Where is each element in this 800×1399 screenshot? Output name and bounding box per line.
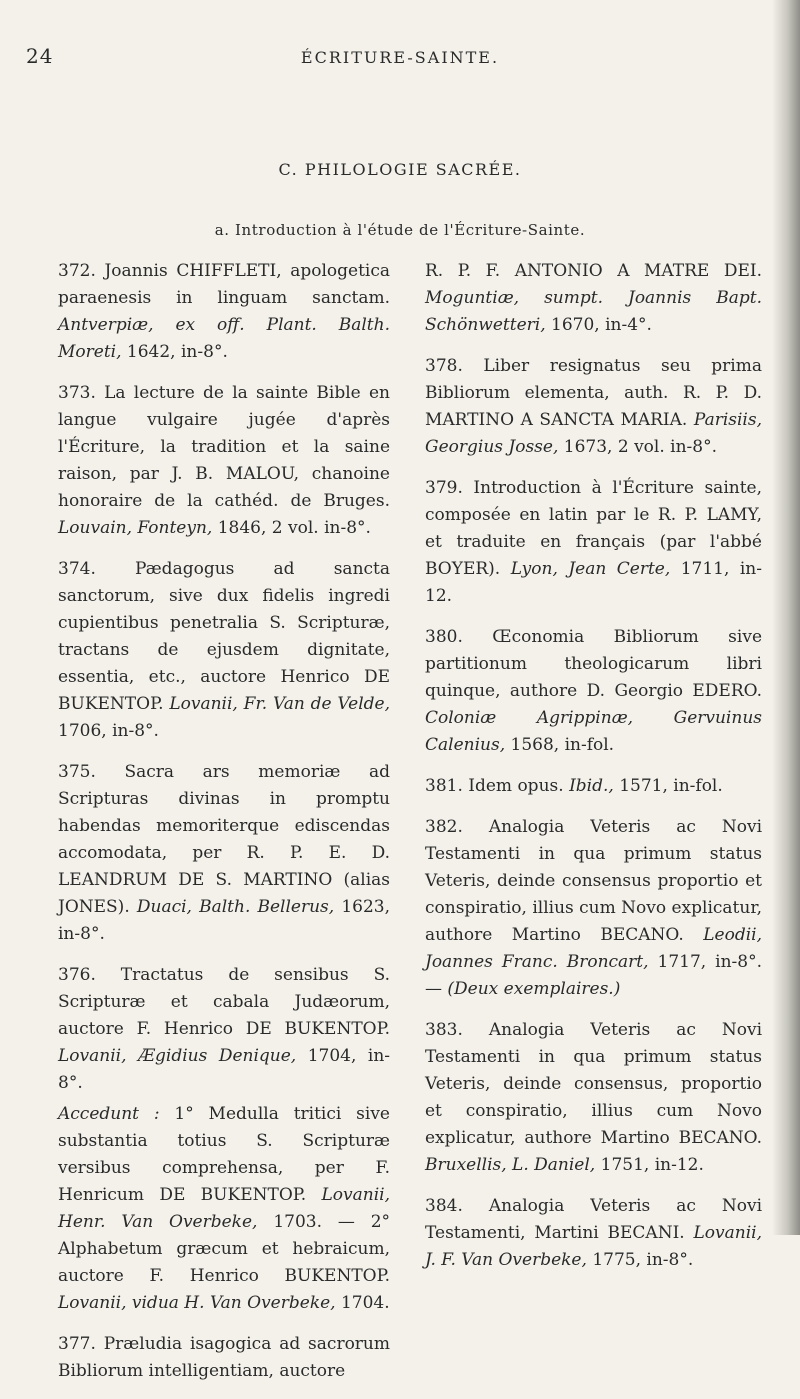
entry-number: 374. [58,559,96,579]
entry-tail: 1670, in-4°. [551,315,652,335]
entry-number: 379. [425,478,463,498]
entry-imprint: Parisiis, Georgius Josse, [425,410,762,457]
entry-number: 382. [425,817,463,837]
page-number: 24 [26,44,54,68]
catalog-entry [425,1017,762,1179]
subsection-title: a. Introduction à l'étude de l'Écriture-Sainte. [214,221,586,239]
entry-tail: 1673, 2 vol. in-8°. [563,437,718,457]
running-head: ÉCRITURE-SAINTE. [300,48,500,67]
entry-number: 380. [425,627,463,647]
catalog-entry [58,759,390,948]
entry-imprint: Moguntiæ, sumpt. Joannis Bapt. Schönwetteri, [425,288,762,335]
page-edge-shadow [772,0,800,1235]
entry-text: Tractatus de sensibus S. Scripturæ et cabala Judæorum, auctore F. Henrico DE BUKENTOP. [58,965,391,1039]
entry-text: Analogia Veteris ac Novi Testamenti, Martini BECANI. [425,1196,763,1243]
catalog-entry [58,962,390,1097]
entry-text: Analogia Veteris ac Novi Testamenti in qua primum status Veteris, deinde consensus, proportio et conspiratio, illius cum Novo explicatur, authore Martino BECANO. [425,1020,763,1148]
entry-text: R. P. F. ANTONIO A MATRE DEI. [425,261,762,281]
note-tail-2: 1704. [340,1293,390,1313]
entry-imprint: Ibid., [569,776,614,796]
entry-number: 375. [58,762,96,782]
entry-imprint: Leodii, Joannes Franc. Broncart, [425,925,763,972]
entry-tail: 1642, in-8°. [126,342,228,362]
entry-text: Idem opus. [468,776,564,796]
catalog-entry [58,380,390,542]
catalog-entry [425,1193,762,1274]
entry-number: 384. [425,1196,463,1216]
catalog-entry [58,556,390,745]
catalog-entry [58,258,390,366]
entry-imprint: Lyon, Jean Certe, [510,559,671,579]
catalog-entry [425,624,762,759]
entry-tail: 1775, in-8°. [592,1250,694,1270]
entry-tail: 1717, in-8°. — [425,952,762,999]
entry-text: Œconomia Bibliorum sive partitionum theologicarum libri quinque, authore D. Georgio EDERO. [425,627,763,701]
entry-imprint: Bruxellis, L. Daniel, [425,1155,596,1175]
catalog-entry [58,1331,390,1385]
catalog-entry [425,773,762,800]
entry-imprint: Duaci, Balth. Bellerus, [136,897,335,917]
note-accedunt: Accedunt : [58,1104,160,1124]
note-tail: 1703. — 2° Alphabetum græcum et hebraicum, auctore F. Henrico BUKENTOP. [58,1212,391,1286]
entry-text: Sacra ars memoriæ ad Scripturas divinas in promptu habendas memoriterque ediscendas accomodata, per R. P. E. D. LEANDRUM DE S. MARTINO (alias JONES). [58,762,390,917]
entry-text: La lecture de la sainte Bible en langue vulgaire jugée d'après l'Écriture, la tradition et la saine raison, par J. B. MALOU, chanoine honoraire de la cathéd. de Bruges. [58,383,390,511]
entry-number: 381. [425,776,463,796]
entry-tail: 1751, in-12. [600,1155,704,1175]
entry-tail: 1568, in-fol. [510,735,615,755]
entry-tail: 1846, 2 vol. in-8°. [217,518,371,538]
entry-imprint: Coloniæ Agrippinæ, Gervuinus Calenius, [425,708,762,755]
entry-number: 373. [58,383,96,403]
entry-text: Introduction à l'Écriture sainte, composée en latin par le R. P. LAMY, et traduite en français (par l'abbé BOYER). [425,478,762,579]
entry-tail: 1623, in-8°. [58,897,391,944]
entry-number: 383. [425,1020,463,1040]
left-column [58,258,390,1399]
entry-number: 376. [58,965,96,985]
entry-imprint: Louvain, Fonteyn, [58,518,213,538]
entry-note [58,1101,390,1317]
entry-number: 378. [425,356,463,376]
note-imprint: Lovanii, Henr. Van Overbeke, [58,1185,390,1232]
catalog-entry [425,353,762,461]
catalog-entry [425,475,762,610]
entry-text: Analogia Veteris ac Novi Testamenti in qua primum status Veteris, deinde consensus proportio et conspiratio, illius cum Novo explicatur, authore Martino BECANO. [425,817,763,945]
entry-copies-note: (Deux exemplaires.) [447,979,621,999]
entry-imprint: Lovanii, Ægidius Denique, [58,1046,297,1066]
entry-tail: 1711, in-12. [425,559,762,606]
right-column [425,258,762,1288]
entry-tail: 1704, in-8°. [58,1046,391,1093]
catalog-entry [425,258,762,339]
entry-imprint: Antverpiæ, ex off. Plant. Balth. Moreti, [58,315,390,362]
entry-tail: 1706, in-8°. [58,721,159,741]
entry-text: Liber resignatus seu prima Bibliorum elementa, auth. R. P. D. MARTINO A SANCTA MARIA. [425,356,763,430]
note-imprint-2: Lovanii, vidua H. Van Overbeke, [58,1293,336,1313]
entry-number: 377. [58,1334,96,1354]
section-title: C. PHILOLOGIE SACRÉE. [278,160,522,179]
entry-text: Joannis CHIFFLETI, apologetica paraenesis in linguam sanctam. [58,261,391,308]
entry-number: 372. [58,261,96,281]
entry-imprint: Lovanii, J. F. Van Overbeke, [425,1223,762,1270]
entry-tail: 1571, in-fol. [619,776,723,796]
entry-imprint: Lovanii, Fr. Van de Velde, [169,694,390,714]
entry-text: Pædagogus ad sancta sanctorum, sive dux fidelis ingredi cupientibus penetralia S. Scripturæ, tractans de ejusdem dignitate, essentia, etc., auctore Henrico DE BUKENTOP. [58,559,391,714]
note-text: 1° Medulla tritici sive substantia totius S. Scripturæ versibus comprehensa, per F. Henricum DE BUKENTOP. [58,1104,390,1205]
catalog-entry [425,814,762,1003]
entry-text: Præludia isagogica ad sacrorum Bibliorum intelligentiam, auctore [58,1334,390,1381]
